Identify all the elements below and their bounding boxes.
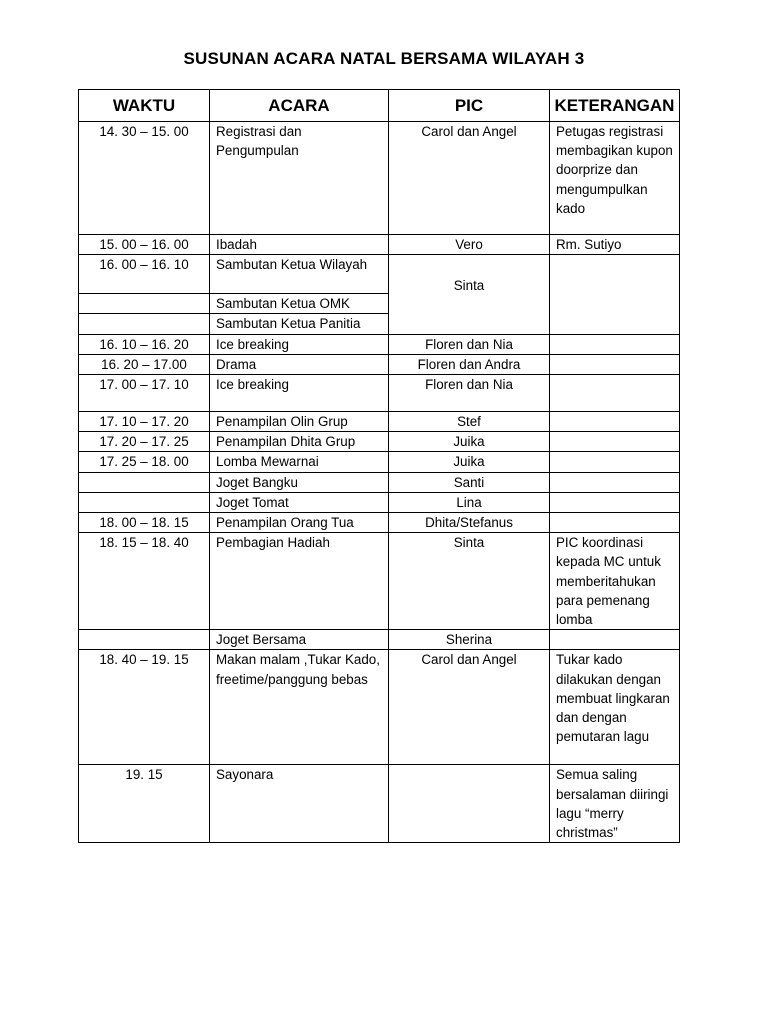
table-row <box>79 122 680 235</box>
cell-keterangan <box>550 492 680 512</box>
table-row <box>79 375 680 412</box>
cell-keterangan <box>550 432 680 452</box>
cell-waktu <box>79 314 210 334</box>
cell-acara: Joget Bangku <box>210 472 389 492</box>
table-row <box>79 630 680 650</box>
cell-keterangan: Semua saling bersalaman diiringi lagu “merry christmas” <box>550 765 680 843</box>
cell-waktu: 16. 20 – 17.00 <box>79 354 210 374</box>
cell-acara: Penampilan Olin Grup <box>210 412 389 432</box>
cell-acara: Sambutan Ketua Panitia <box>210 314 389 334</box>
cell-acara: Drama <box>210 354 389 374</box>
table-row <box>79 472 680 492</box>
cell-acara: Registrasi dan Pengumpulan <box>210 122 389 235</box>
cell-pic: Vero <box>389 235 550 255</box>
header-acara: ACARA <box>210 90 389 122</box>
cell-acara: Penampilan Dhita Grup <box>210 432 389 452</box>
table-row <box>79 452 680 472</box>
table-row <box>79 650 680 765</box>
header-keterangan: KETERANGAN <box>550 90 680 122</box>
schedule-table <box>78 89 680 843</box>
header-pic: PIC <box>389 90 550 122</box>
cell-waktu: 17. 25 – 18. 00 <box>79 452 210 472</box>
cell-waktu: 19. 15 <box>79 765 210 843</box>
cell-acara: Sayonara <box>210 765 389 843</box>
cell-acara: Pembagian Hadiah <box>210 533 389 630</box>
table-row <box>79 533 680 630</box>
cell-acara: Joget Tomat <box>210 492 389 512</box>
cell-acara: Joget Bersama <box>210 630 389 650</box>
cell-keterangan: PIC koordinasi kepada MC untuk memberitahukan para pemenang lomba <box>550 533 680 630</box>
cell-keterangan <box>550 375 680 412</box>
cell-pic: Stef <box>389 412 550 432</box>
cell-acara: Makan malam ,Tukar Kado, freetime/panggung bebas <box>210 650 389 765</box>
cell-pic: Juika <box>389 432 550 452</box>
cell-pic: Lina <box>389 492 550 512</box>
cell-acara: Lomba Mewarnai <box>210 452 389 472</box>
cell-pic: Sinta <box>389 533 550 630</box>
cell-keterangan <box>550 630 680 650</box>
table-row <box>79 432 680 452</box>
cell-pic: Floren dan Nia <box>389 334 550 354</box>
cell-waktu <box>79 630 210 650</box>
cell-keterangan <box>550 334 680 354</box>
cell-waktu: 18. 15 – 18. 40 <box>79 533 210 630</box>
cell-waktu: 15. 00 – 16. 00 <box>79 235 210 255</box>
table-row <box>79 354 680 374</box>
cell-waktu <box>79 492 210 512</box>
cell-waktu: 14. 30 – 15. 00 <box>79 122 210 235</box>
cell-pic: Dhita/Stefanus <box>389 513 550 533</box>
cell-pic: Juika <box>389 452 550 472</box>
cell-keterangan <box>550 354 680 374</box>
cell-keterangan: Rm. Sutiyo <box>550 235 680 255</box>
cell-pic: Santi <box>389 472 550 492</box>
cell-acara: Sambutan Ketua Wilayah <box>210 255 389 294</box>
cell-waktu: 18. 00 – 18. 15 <box>79 513 210 533</box>
document-title: SUSUNAN ACARA NATAL BERSAMA WILAYAH 3 <box>183 49 585 68</box>
cell-keterangan <box>550 472 680 492</box>
cell-keterangan <box>550 513 680 533</box>
table-header-row <box>79 90 680 122</box>
cell-pic: Carol dan Angel <box>389 122 550 235</box>
cell-waktu: 17. 20 – 17. 25 <box>79 432 210 452</box>
table-row <box>79 765 680 843</box>
cell-pic: Floren dan Andra <box>389 354 550 374</box>
cell-acara: Penampilan Orang Tua <box>210 513 389 533</box>
cell-keterangan <box>550 255 680 334</box>
cell-acara: Ice breaking <box>210 334 389 354</box>
table-row <box>79 334 680 354</box>
cell-waktu: 16. 00 – 16. 10 <box>79 255 210 294</box>
cell-keterangan <box>550 452 680 472</box>
cell-keterangan: Petugas registrasi membagikan kupon doorprize dan mengumpulkan kado <box>550 122 680 235</box>
cell-waktu <box>79 472 210 492</box>
table-row <box>79 235 680 255</box>
table-row <box>79 412 680 432</box>
cell-pic: Sinta <box>389 255 550 334</box>
cell-keterangan <box>550 412 680 432</box>
cell-pic <box>389 765 550 843</box>
cell-waktu <box>79 294 210 314</box>
cell-waktu: 17. 10 – 17. 20 <box>79 412 210 432</box>
cell-keterangan: Tukar kado dilakukan dengan membuat lingkaran dan dengan pemutaran lagu <box>550 650 680 765</box>
table-row <box>79 255 680 294</box>
cell-pic: Carol dan Angel <box>389 650 550 765</box>
cell-waktu: 18. 40 – 19. 15 <box>79 650 210 765</box>
header-waktu: WAKTU <box>79 90 210 122</box>
table-row <box>79 492 680 512</box>
cell-pic: Sherina <box>389 630 550 650</box>
cell-pic: Floren dan Nia <box>389 375 550 412</box>
table-row <box>79 513 680 533</box>
cell-acara: Ice breaking <box>210 375 389 412</box>
cell-acara: Ibadah <box>210 235 389 255</box>
cell-waktu: 16. 10 – 16. 20 <box>79 334 210 354</box>
cell-waktu: 17. 00 – 17. 10 <box>79 375 210 412</box>
cell-acara: Sambutan Ketua OMK <box>210 294 389 314</box>
